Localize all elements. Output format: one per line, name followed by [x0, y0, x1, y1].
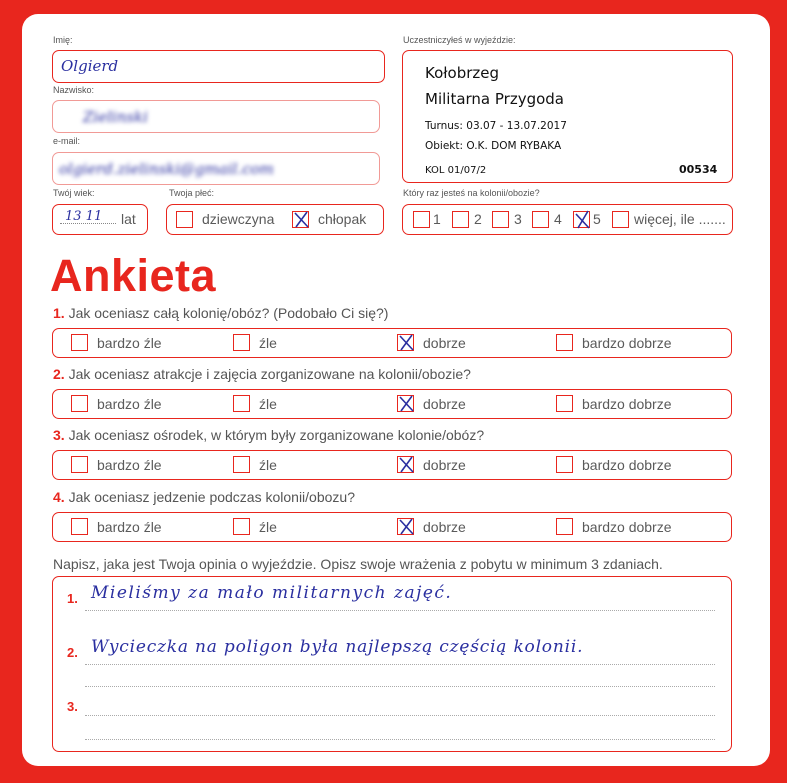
check-mark-icon	[397, 332, 416, 353]
checkbox-bardzo-dobrze[interactable]	[556, 395, 573, 412]
check-mark-icon	[397, 516, 416, 537]
gender-option-girl: dziewczyna	[202, 211, 275, 227]
gender-option-boy: chłopak	[318, 211, 367, 227]
option-zle: źle	[259, 519, 277, 535]
gender-field	[166, 204, 384, 235]
opinion-prompt: Napisz, jaka jest Twoja opinia o wyjeździe. Opisz swoje wrażenia z pobytu w minimum 3 zdaniach.	[53, 556, 663, 572]
times-checkbox-5[interactable]	[573, 211, 590, 228]
camp-obiekt: Obiekt: O.K. DOM RYBAKA	[425, 140, 562, 152]
age-field[interactable]	[52, 204, 148, 235]
option-dobrze: dobrze	[423, 457, 466, 473]
checkbox-dobrze[interactable]	[397, 334, 414, 351]
times-option-5: 5	[593, 211, 601, 227]
camp-label: Uczestniczyłeś w wyjeździe:	[403, 35, 516, 45]
checkbox-bardzo-zle[interactable]	[71, 334, 88, 351]
opinion-line-text-1: Mieliśmy za mało militarnych zajęć.	[91, 583, 453, 603]
times-option-1: 1	[433, 211, 441, 227]
surname-value: Zielinski	[83, 108, 148, 126]
checkbox-bardzo-zle[interactable]	[71, 395, 88, 412]
option-bardzo-zle: bardzo źle	[97, 396, 162, 412]
question-number: 2.	[53, 366, 65, 382]
surname-field[interactable]	[52, 100, 380, 133]
times-option-more: więcej, ile .......	[634, 211, 726, 227]
checkbox-zle[interactable]	[233, 456, 250, 473]
surname-label: Nazwisko:	[53, 85, 95, 95]
option-bardzo-dobrze: bardzo dobrze	[582, 335, 672, 351]
option-dobrze: dobrze	[423, 335, 466, 351]
survey-sheet	[22, 14, 770, 766]
question-number: 1.	[53, 305, 65, 321]
times-option-4: 4	[554, 211, 562, 227]
question-text: Jak oceniasz jedzenie podczas kolonii/obozu?	[68, 489, 355, 505]
times-option-2: 2	[474, 211, 482, 227]
times-checkbox-4[interactable]	[532, 211, 549, 228]
option-bardzo-dobrze: bardzo dobrze	[582, 396, 672, 412]
option-zle: źle	[259, 457, 277, 473]
age-label: Twój wiek:	[53, 188, 95, 198]
answer-row-1	[52, 328, 732, 358]
option-dobrze: dobrze	[423, 519, 466, 535]
check-mark-icon	[397, 393, 416, 414]
times-field	[402, 204, 733, 235]
checkbox-dobrze[interactable]	[397, 395, 414, 412]
camp-program: Militarna Przygoda	[425, 90, 564, 108]
option-bardzo-zle: bardzo źle	[97, 335, 162, 351]
question-1	[53, 305, 388, 321]
camp-city: Kołobrzeg	[425, 64, 500, 82]
option-bardzo-dobrze: bardzo dobrze	[582, 519, 672, 535]
check-mark-icon	[292, 209, 311, 230]
checkbox-bardzo-dobrze[interactable]	[556, 456, 573, 473]
survey-title: Ankieta	[50, 250, 217, 301]
times-label: Który raz jesteś na kolonii/obozie?	[403, 188, 540, 198]
name-value: Olgierd	[61, 57, 119, 75]
option-dobrze: dobrze	[423, 396, 466, 412]
opinion-line-rule-2	[85, 664, 715, 665]
option-bardzo-zle: bardzo źle	[97, 457, 162, 473]
question-number: 3.	[53, 427, 65, 443]
answer-row-4	[52, 512, 732, 542]
question-text: Jak oceniasz całą kolonię/obóz? (Podobało Ci się?)	[68, 305, 389, 321]
times-option-3: 3	[514, 211, 522, 227]
times-checkbox-3[interactable]	[492, 211, 509, 228]
checkbox-bardzo-zle[interactable]	[71, 518, 88, 535]
gender-checkbox-girl[interactable]	[176, 211, 193, 228]
camp-number: 00534	[679, 163, 718, 176]
question-text: Jak oceniasz ośrodek, w którym były zorganizowane kolonie/obóz?	[68, 427, 485, 443]
times-checkbox-more[interactable]	[612, 211, 629, 228]
option-bardzo-dobrze: bardzo dobrze	[582, 457, 672, 473]
opinion-line-rule-3	[85, 715, 715, 716]
opinion-line-rule-2b	[85, 686, 715, 687]
checkbox-zle[interactable]	[233, 334, 250, 351]
question-3	[53, 427, 484, 443]
camp-code: KOL 01/07/2	[425, 165, 487, 176]
option-zle: źle	[259, 335, 277, 351]
opinion-box[interactable]	[52, 576, 732, 752]
question-2	[53, 366, 471, 382]
name-field[interactable]	[52, 50, 385, 83]
opinion-line-text-2: Wycieczka na poligon była najlepszą częścią kolonii.	[91, 637, 584, 657]
question-4	[53, 489, 355, 505]
question-number: 4.	[53, 489, 65, 505]
checkbox-bardzo-dobrze[interactable]	[556, 334, 573, 351]
checkbox-bardzo-zle[interactable]	[71, 456, 88, 473]
name-label: Imię:	[53, 35, 73, 45]
checkbox-bardzo-dobrze[interactable]	[556, 518, 573, 535]
answer-row-3	[52, 450, 732, 480]
camp-info-box	[402, 50, 733, 183]
opinion-line-number-2: 2.	[67, 645, 78, 660]
age-unit: lat	[121, 211, 136, 227]
times-checkbox-1[interactable]	[413, 211, 430, 228]
opinion-line-rule-3b	[85, 739, 715, 740]
opinion-line-number-1: 1.	[67, 591, 78, 606]
gender-checkbox-boy[interactable]	[292, 211, 309, 228]
question-text: Jak oceniasz atrakcje i zajęcia zorganizowane na kolonii/obozie?	[68, 366, 471, 382]
option-zle: źle	[259, 396, 277, 412]
checkbox-zle[interactable]	[233, 518, 250, 535]
email-value: olgierd.zielinski@gmail.com	[59, 160, 274, 178]
checkbox-zle[interactable]	[233, 395, 250, 412]
opinion-line-number-3: 3.	[67, 699, 78, 714]
camp-turnus: Turnus: 03.07 - 13.07.2017	[425, 120, 567, 132]
checkbox-dobrze[interactable]	[397, 456, 414, 473]
answer-row-2	[52, 389, 732, 419]
check-mark-icon	[397, 454, 416, 475]
email-label: e-mail:	[53, 136, 81, 146]
gender-label: Twoja płeć:	[169, 188, 215, 198]
times-checkbox-2[interactable]	[452, 211, 469, 228]
option-bardzo-zle: bardzo źle	[97, 519, 162, 535]
opinion-line-rule-1	[85, 610, 715, 611]
email-field[interactable]	[52, 152, 380, 185]
checkbox-dobrze[interactable]	[397, 518, 414, 535]
check-mark-icon	[573, 209, 592, 230]
age-value: 13 11	[65, 209, 103, 224]
